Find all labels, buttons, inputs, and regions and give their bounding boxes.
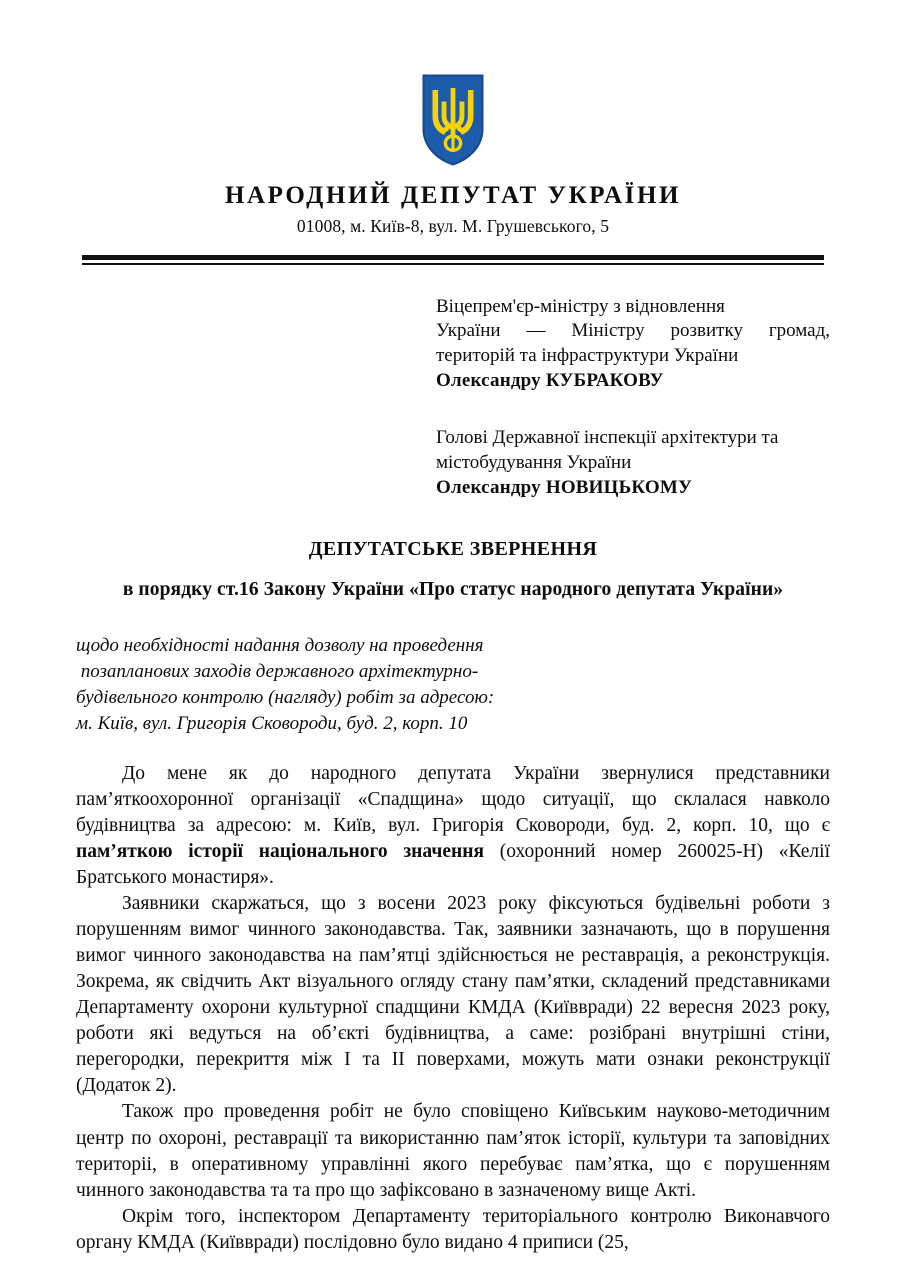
- addressee-second-name: Олександру НОВИЦЬКОМУ: [436, 476, 693, 498]
- subject-line-3: будівельного контролю (нагляду) робіт за адресою:: [76, 687, 495, 709]
- body-text: [76, 761, 830, 1256]
- document-title: ДЕПУТАТСЬКЕ ЗВЕРНЕННЯ: [308, 538, 598, 561]
- addressee-first-line-2: України — Міністру розвитку громад,: [436, 320, 830, 342]
- paragraph: До мене як до народного депутата України звернулися представники пам’яткоохоронної організації «Спадщина» щодо ситуації, що склалася навколо будівництва за адресою: м. Київ, вул. Григорія Сковороди, буд. 2, корп. 10, що є пам’яткою історії національного значення (охоронний номер 260025-Н) «Келії Братського монастиря».: [76, 763, 830, 889]
- paragraph: Заявники скаржаться, що з восени 2023 року фіксуються будівельні роботи з порушенням вимог чинного законодавства. Так, заявники зазначають, що в порушення вимог чинного законодавства на пам’ятці здійснюється не реставрація, а реконструкція. Зокрема, як свідчить Акт візуального огляду стану пам’ятки, складений представниками Департаменту охорони культурної спадщини КМДА (Київвради) 22 вересня 2023 року, роботи які ведуться на об’єкті будівництва, а саме: розібрані внутрішні стіни, перегородки, перекриття між I та II поверхами, можуть мати ознаки реконструкції (Додаток 2).: [76, 893, 830, 1097]
- subject-block: [76, 633, 830, 737]
- addressee-first-name: Олександру КУБРАКОВУ: [436, 369, 664, 391]
- addressee-first-line-1: Віцепрем'єр-міністру з відновлення: [436, 295, 725, 317]
- letterhead: [0, 0, 906, 265]
- subject-line-2: позапланових заходів державного архітектурно-: [76, 661, 479, 683]
- addressee-second-line-2: містобудування України: [436, 451, 632, 473]
- addressee-second-line-1: Голові Державної інспекції архітектури та: [436, 427, 779, 449]
- addressee-first-line-3: територій та інфраструктури України: [436, 344, 739, 366]
- addressee-second: [436, 426, 830, 500]
- header-divider: [82, 255, 824, 265]
- document-content: [76, 265, 830, 1256]
- addressee-block: [436, 295, 830, 501]
- ukraine-trident-coat-of-arms-icon: [422, 74, 484, 166]
- subject-line-1: щодо необхідності надання дозволу на проведення: [76, 635, 484, 657]
- paragraph: Також про проведення робіт не було сповіщено Київським науково-методичним центр по охороні, реставрації та використанню пам’яток історії, культури та заповідних територіі, в оперативному управлінні якого перебуває пам’ятка, що є порушенням чинного законодавства та та про що зафіксовано в зазначеному вище Акті.: [76, 1101, 830, 1201]
- paragraph: Окрім того, інспектором Департаменту територіального контролю Виконавчого органу КМДА (Київвради) послідовно було видано 4 приписи (25,: [76, 1205, 830, 1253]
- organization-title: НАРОДНИЙ ДЕПУТАТ УКРАЇНИ: [224, 182, 682, 209]
- subject-line-4: м. Київ, вул. Григорія Сковороди, буд. 2, корп. 10: [76, 713, 468, 735]
- emphasis-text: пам’яткою історії національного значення: [76, 841, 485, 863]
- document-subtitle: в порядку ст.16 Закону України «Про статус народного депутата України»: [122, 578, 784, 600]
- organization-address: 01008, м. Київ-8, вул. М. Грушевського, 5: [296, 215, 610, 236]
- addressee-first: [436, 295, 830, 394]
